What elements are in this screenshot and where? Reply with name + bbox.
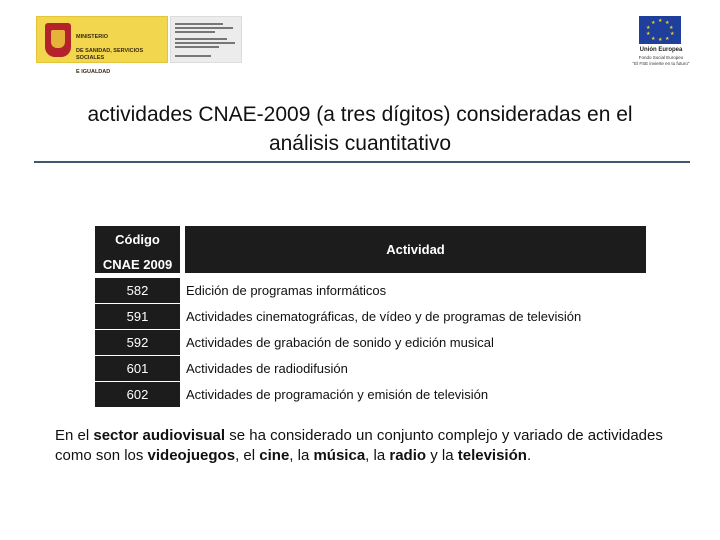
table-row <box>95 329 646 355</box>
ministry-name: MINISTERIO DE SANIDAD, SERVICIOS SOCIALES E IGUALDAD <box>76 34 144 75</box>
code-cell: 592 <box>95 329 180 355</box>
ministry-logo-panel <box>36 16 168 75</box>
eu-slogan: "El FSE invierte en tu futuro" <box>632 61 690 66</box>
table-row <box>95 355 646 381</box>
activity-cell: Edición de programas informáticos <box>180 273 646 303</box>
title-divider <box>34 161 690 163</box>
code-cell: 601 <box>95 355 180 381</box>
code-cell: 602 <box>95 381 180 407</box>
activity-cell: Actividades cinematográficas, de vídeo y de programas de televisión <box>180 303 646 329</box>
table-header-row <box>95 226 646 273</box>
table-row <box>95 303 646 329</box>
slide-title-line-2: análisis cuantitativo <box>268 132 452 155</box>
ministry-logo <box>36 16 242 75</box>
eu-fund-name: Fondo Social Europeo <box>638 55 684 60</box>
table-row <box>95 273 646 303</box>
eu-caption: Unión Europea <box>639 47 683 53</box>
code-cell: 591 <box>95 303 180 329</box>
coat-of-arms-icon <box>45 23 71 57</box>
audiovisual-sector-note: En el sector audiovisual se ha considerado un conjunto complejo y variado de actividades como son los videojuegos, el cine, la música, la radio y la televisión. <box>55 427 663 464</box>
activity-cell: Actividades de programación y emisión de televisión <box>180 381 646 407</box>
table-row <box>95 381 646 407</box>
activity-column-header: Actividad <box>180 226 646 273</box>
slide-title <box>20 100 700 158</box>
code-column-header: Código CNAE 2009 <box>95 226 180 273</box>
activity-cell: Actividades de radiodifusión <box>180 355 646 381</box>
cnae-activities-table <box>95 226 646 407</box>
secretaria-logo-panel <box>170 16 242 63</box>
activity-cell: Actividades de grabación de sonido y edición musical <box>180 329 646 355</box>
slide-title-line-1: actividades CNAE-2009 (a tres dígitos) consideradas en el <box>87 103 633 126</box>
code-cell: 582 <box>95 273 180 303</box>
eu-flag-icon: ★ ★ ★ ★ ★ ★ ★ ★ ★ ★ <box>639 16 681 44</box>
eu-logo <box>628 16 694 68</box>
